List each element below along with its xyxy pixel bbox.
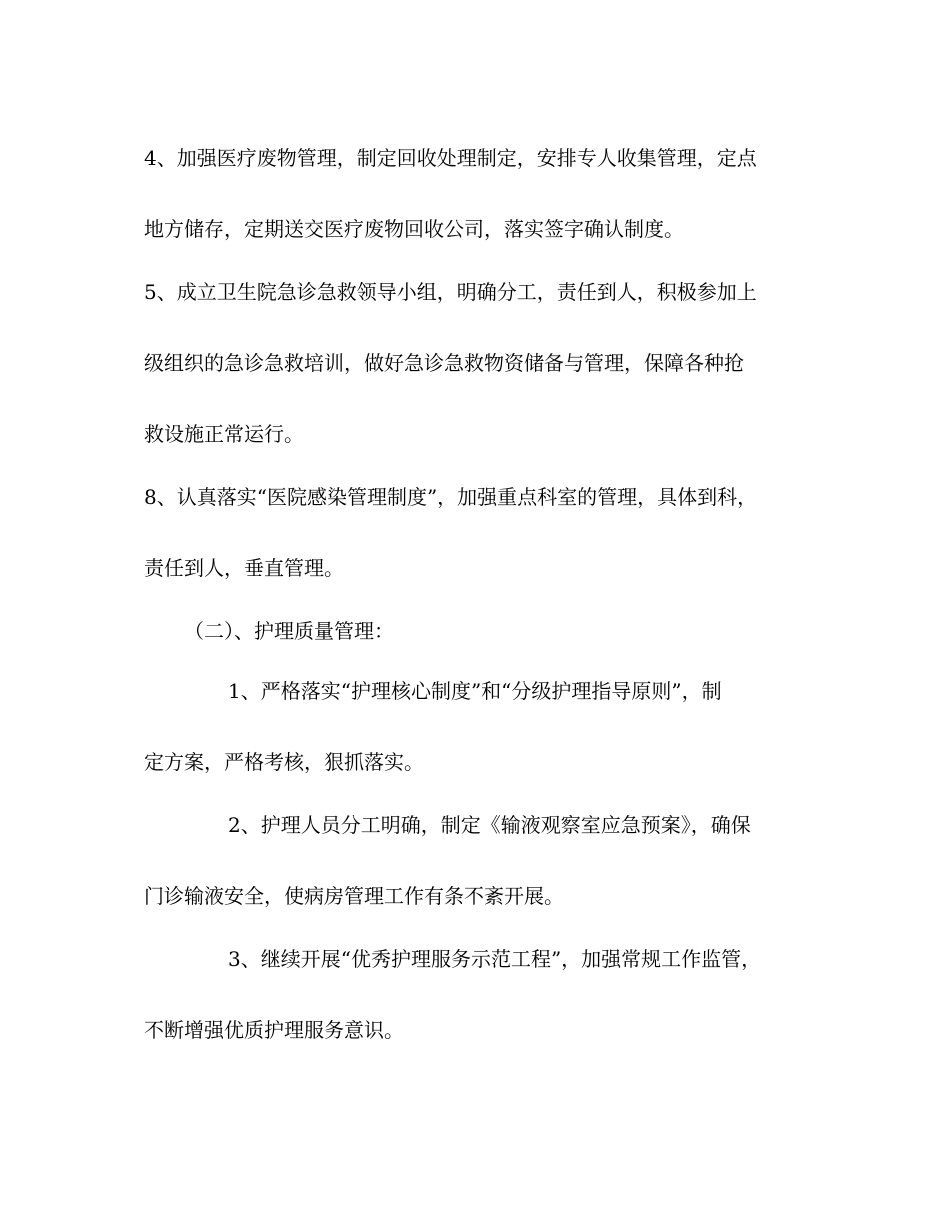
paragraph-4-line-2: 地方储存，定期送交医疗废物回收公司，落实签字确认制度。 (144, 217, 684, 241)
section-heading-nursing: （二）、护理质量管理： (184, 619, 394, 643)
paragraph-5-line-2: 级组织的急诊急救培训，做好急诊急救物资储备与管理，保障各种抢 (144, 351, 744, 375)
nursing-item-2-line-1: 2、护理人员分工明确，制定《输液观察室应急预案》，确保 (228, 813, 751, 837)
nursing-item-1-line-2: 定方案，严格考核，狠抓落实。 (144, 750, 424, 774)
nursing-item-3-line-1: 3、继续开展“优秀护理服务示范工程”，加强常规工作监管， (228, 947, 762, 971)
nursing-item-3-line-2: 不断增强优质护理服务意识。 (144, 1018, 404, 1042)
paragraph-5-line-1: 5、成立卫生院急诊急救领导小组，明确分工，责任到人，积极参加上 (144, 280, 757, 304)
paragraph-8-line-1: 8、认真落实“医院感染管理制度”，加强重点科室的管理，具体到科， (144, 485, 758, 509)
paragraph-8-line-2: 责任到人，垂直管理。 (144, 556, 344, 580)
nursing-item-2-line-2: 门诊输液安全，使病房管理工作有条不紊开展。 (144, 884, 564, 908)
paragraph-5-line-3: 救设施正常运行。 (144, 422, 304, 446)
nursing-item-1-line-1: 1、严格落实“护理核心制度”和“分级护理指导原则”，制 (228, 679, 722, 703)
paragraph-4-line-1: 4、加强医疗废物管理，制定回收处理制定，安排专人收集管理，定点 (144, 146, 757, 170)
